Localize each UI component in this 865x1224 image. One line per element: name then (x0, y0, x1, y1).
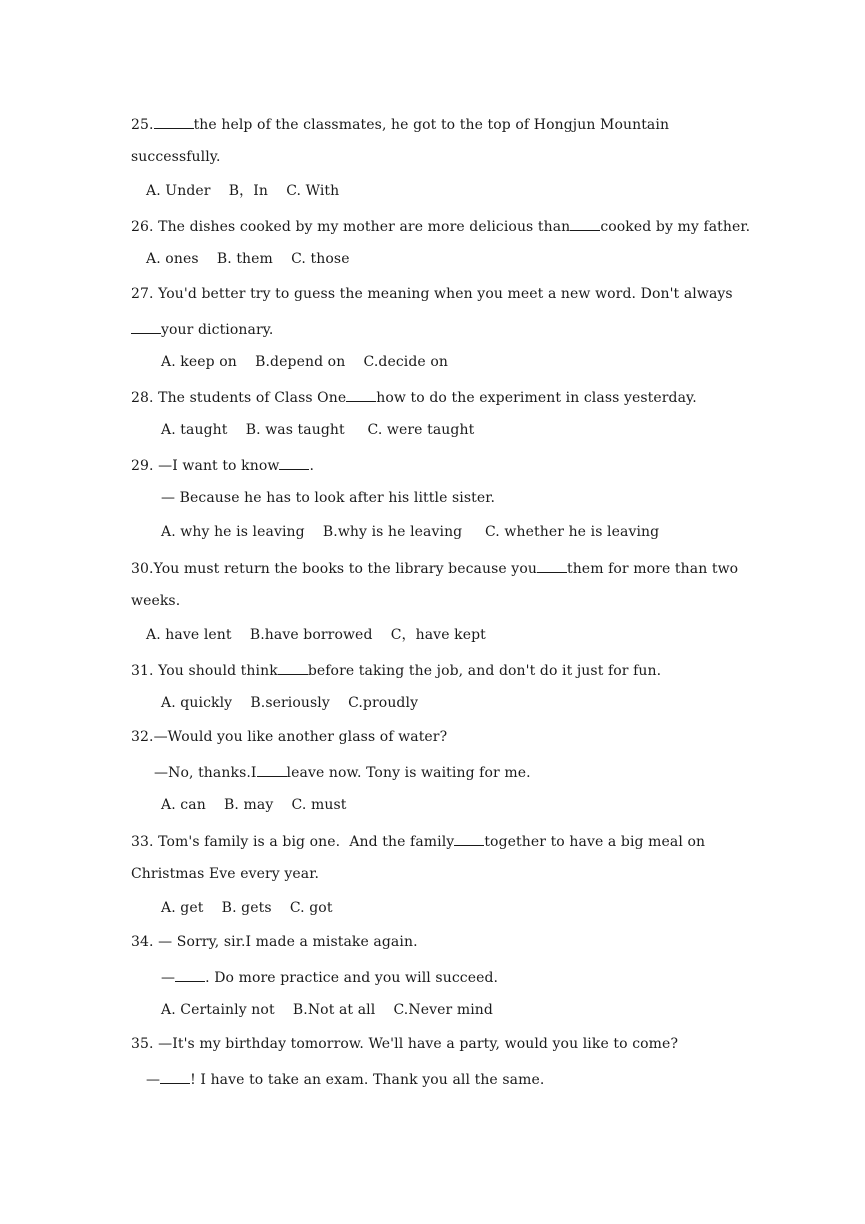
answer-blank (537, 558, 567, 573)
question-number: 29. (131, 458, 154, 474)
answer-options: A. ones B. them C. those (146, 251, 350, 267)
question-25-line-2 (131, 148, 221, 166)
question-text: —It's my birthday tomorrow. We'll have a party, would you like to come? (153, 1036, 679, 1052)
answer-options: A. quickly B.seriously C.proudly (161, 695, 419, 711)
question-27-line-1 (131, 285, 733, 303)
answer-options: A. why he is leaving B.why is he leaving C. whether he is leaving (161, 524, 660, 540)
question-33-options (161, 899, 333, 917)
question-text: — (146, 1072, 161, 1088)
question-27-options (161, 353, 448, 371)
question-text: — (161, 970, 176, 986)
question-text: before taking the job, and don't do it just for fun. (307, 663, 662, 679)
question-31-line-1 (131, 660, 661, 680)
question-26-options (146, 250, 350, 268)
question-text: your dictionary. (161, 322, 274, 338)
answer-options: A. taught B. was taught C. were taught (161, 422, 475, 438)
question-text: cooked by my father. (600, 219, 751, 235)
question-29-line-2 (161, 489, 495, 507)
question-number: 31. (131, 663, 154, 679)
question-text: them for more than two (566, 561, 739, 577)
question-32-line-1 (131, 728, 447, 746)
question-29-line-1 (131, 455, 314, 475)
answer-options: A. get B. gets C. got (161, 900, 333, 916)
question-text: . Do more practice and you will succeed. (205, 970, 499, 986)
question-text: how to do the experiment in class yesterday. (376, 390, 697, 406)
answer-options: A. keep on B.depend on C.decide on (161, 354, 449, 370)
question-text: Christmas Eve every year. (131, 866, 320, 882)
answer-blank (131, 319, 161, 334)
question-text: ! I have to take an exam. Thank you all the same. (190, 1072, 545, 1088)
question-text: —I want to know (153, 458, 280, 474)
question-text: Tom's family is a big one. And the family (153, 834, 455, 850)
question-34-line-1 (131, 933, 418, 951)
question-28-options (161, 421, 474, 439)
question-text: together to have a big meal on (484, 834, 706, 850)
question-text: the help of the classmates, he got to the top of Hongjun Mountain (193, 117, 670, 133)
answer-blank (279, 455, 309, 470)
question-number: 25. (131, 117, 154, 133)
question-number: 28. (131, 390, 154, 406)
question-31-options (161, 694, 418, 712)
question-text: The dishes cooked by my mother are more delicious than (153, 219, 571, 235)
answer-blank (257, 762, 287, 777)
question-number: 27. (131, 286, 154, 302)
question-35-line-2 (146, 1069, 544, 1089)
answer-options: A. Certainly not B.Not at all C.Never mind (161, 1002, 493, 1018)
question-29-options (161, 523, 659, 541)
question-text: — Sorry, sir.I made a mistake again. (153, 934, 418, 950)
answer-options: A. have lent B.have borrowed C，have kept (146, 627, 486, 643)
question-text: The students of Class One (153, 390, 347, 406)
question-number: 32. (131, 729, 154, 745)
question-25-line-1 (131, 114, 669, 134)
answer-blank (454, 831, 484, 846)
answer-blank (175, 967, 205, 982)
question-30-line-2 (131, 592, 180, 610)
question-text: . (309, 458, 315, 474)
question-number: 30. (131, 561, 154, 577)
question-text: —Would you like another glass of water? (153, 729, 448, 745)
question-27-line-2 (131, 319, 273, 339)
question-text: weeks. (131, 593, 181, 609)
question-25-options (146, 182, 339, 200)
question-26-line-1 (131, 216, 750, 236)
answer-blank (346, 387, 376, 402)
answer-options: A. can B. may C. must (161, 797, 347, 813)
question-30-line-1 (131, 558, 738, 578)
answer-blank (278, 660, 308, 675)
question-33-line-1 (131, 831, 705, 851)
question-text: You'd better try to guess the meaning when you meet a new word. Don't always (153, 286, 733, 302)
answer-blank (154, 114, 194, 129)
answer-blank (570, 216, 600, 231)
question-number: 35. (131, 1036, 154, 1052)
question-number: 34. (131, 934, 154, 950)
question-number: 33. (131, 834, 154, 850)
question-32-options (161, 796, 346, 814)
question-35-line-1 (131, 1035, 678, 1053)
question-33-line-2 (131, 865, 319, 883)
question-text: successfully. (131, 149, 221, 165)
answer-blank (160, 1069, 190, 1084)
question-text: leave now. Tony is waiting for me. (286, 765, 531, 781)
question-34-line-2 (161, 967, 498, 987)
question-34-options (161, 1001, 493, 1019)
question-text: —No, thanks.I (154, 765, 257, 781)
question-text: — Because he has to look after his little sister. (161, 490, 496, 506)
question-text: You must return the books to the library because you (153, 561, 537, 577)
question-text: You should think (153, 663, 278, 679)
question-30-options (146, 626, 486, 644)
answer-options: A. Under B，In C. With (146, 183, 340, 199)
question-number: 26. (131, 219, 154, 235)
question-32-line-2 (154, 762, 531, 782)
question-28-line-1 (131, 387, 697, 407)
